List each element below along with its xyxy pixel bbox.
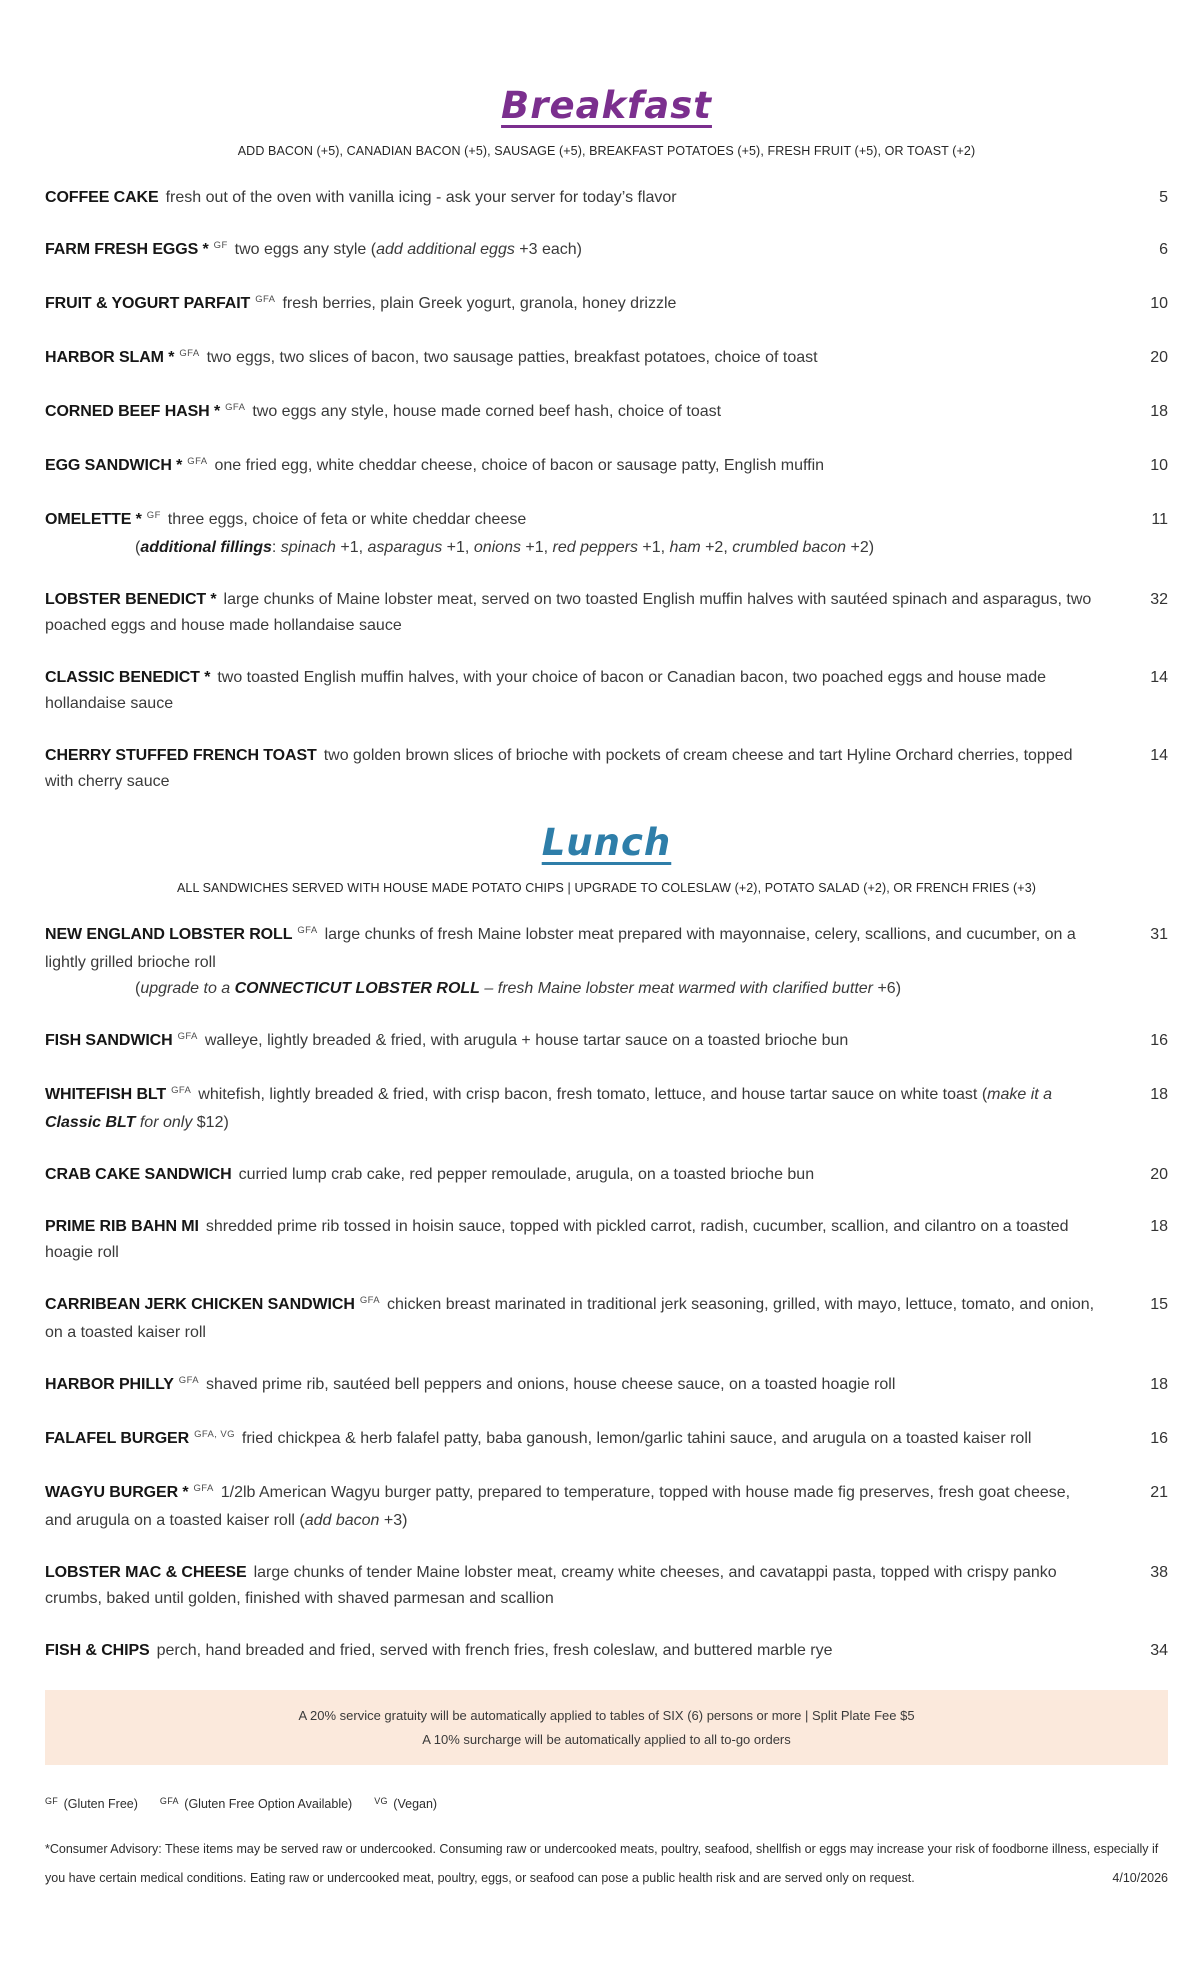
text-segment: +2) bbox=[846, 539, 875, 556]
lunch-title: Lunch bbox=[541, 821, 672, 864]
item-dietary-tag: GFA bbox=[178, 1375, 200, 1386]
item-price: 16 bbox=[1150, 1032, 1168, 1049]
text-segment: perch, hand breaded and fried, served with french fries, fresh coleslaw, and buttered marble rye bbox=[156, 1642, 833, 1659]
item-note bbox=[135, 535, 1100, 561]
text-segment: crumbled bacon bbox=[732, 539, 847, 556]
menu-item bbox=[45, 1082, 1168, 1136]
menu-item bbox=[45, 185, 1168, 211]
item-dietary-tag: GFA bbox=[179, 348, 200, 359]
text-segment: spinach bbox=[280, 539, 336, 556]
menu-item bbox=[45, 1426, 1168, 1454]
text-segment: +3 each) bbox=[514, 241, 582, 258]
text-segment: ( bbox=[135, 539, 141, 556]
item-description bbox=[215, 457, 825, 474]
menu-item bbox=[45, 507, 1168, 561]
text-segment: fresh out of the oven with vanilla icing - ask your server for today’s flavor bbox=[165, 189, 677, 206]
legend-entry: $^{GFA}$ (Gluten Free Option Available) bbox=[159, 1796, 353, 1811]
consumer-advisory bbox=[45, 1835, 1168, 1893]
item-price: 5 bbox=[1159, 189, 1168, 206]
text-segment: for only bbox=[135, 1114, 193, 1131]
menu-date: 4/10/2026 bbox=[1112, 1871, 1168, 1885]
item-price: 14 bbox=[1150, 747, 1168, 764]
text-segment: 1/2lb American Wagyu burger patty, prepared to temperature, topped with house made fig preserves, fresh goat cheese, and arugula on a toasted kaiser roll ( bbox=[45, 1484, 1071, 1529]
item-dietary-tag: GF bbox=[146, 510, 161, 521]
item-description bbox=[207, 349, 818, 366]
text-segment: ham bbox=[669, 539, 701, 556]
item-description bbox=[205, 1032, 849, 1049]
item-name: CLASSIC BENEDICT * bbox=[45, 669, 211, 686]
text-segment: two eggs, two slices of bacon, two sausage patties, breakfast potatoes, choice of toast bbox=[206, 349, 818, 366]
text-segment: +3) bbox=[379, 1512, 408, 1529]
menu-item bbox=[45, 1292, 1168, 1346]
text-segment: +1, bbox=[442, 539, 474, 556]
item-price: 18 bbox=[1150, 403, 1168, 420]
text-segment: : bbox=[271, 539, 281, 556]
item-description bbox=[206, 1376, 895, 1393]
text-segment: +1, bbox=[335, 539, 368, 556]
dietary-legend bbox=[45, 1797, 1168, 1811]
item-name: HARBOR SLAM * bbox=[45, 349, 175, 366]
item-name: NEW ENGLAND LOBSTER ROLL bbox=[45, 926, 293, 943]
text-segment: red peppers bbox=[552, 539, 638, 556]
gratuity-line: A 20% service gratuity will be automatically applied to tables of SIX (6) persons or more | Split Plate Fee $5 bbox=[298, 1708, 915, 1723]
text-segment: +2, bbox=[700, 539, 733, 556]
lunch-addons-line: ALL SANDWICHES SERVED WITH HOUSE MADE POTATO CHIPS | UPGRADE TO COLESLAW (+2), POTATO SALAD (+2), OR FRENCH FRIES (+3) bbox=[176, 881, 1037, 895]
item-name: FRUIT & YOGURT PARFAIT bbox=[45, 295, 251, 312]
gratuity-notice-box bbox=[45, 1690, 1168, 1765]
item-dietary-tag: GFA bbox=[297, 925, 318, 936]
item-dietary-tag: GFA bbox=[359, 1295, 381, 1306]
item-price: 10 bbox=[1150, 457, 1168, 474]
item-name: HARBOR PHILLY bbox=[45, 1376, 174, 1393]
item-description bbox=[45, 1086, 1052, 1131]
text-segment: large chunks of tender Maine lobster meat, creamy white cheeses, and cavatappi pasta, topped with crispy panko crumbs, baked until golden, finished with shaved parmesan and scallion bbox=[45, 1564, 1057, 1607]
item-price: 31 bbox=[1150, 926, 1168, 943]
item-name: FALAFEL BURGER bbox=[45, 1430, 190, 1447]
item-dietary-tag: GFA bbox=[171, 1085, 192, 1096]
item-name: FISH & CHIPS bbox=[45, 1642, 150, 1659]
item-dietary-tag: GF bbox=[213, 240, 228, 251]
text-segment: three eggs, choice of feta or white cheddar cheese bbox=[167, 511, 527, 528]
item-name: WAGYU BURGER * bbox=[45, 1484, 189, 1501]
text-segment: +6) bbox=[873, 980, 902, 997]
text-segment: add additional eggs bbox=[376, 241, 515, 258]
text-segment: +1, bbox=[520, 539, 553, 556]
legend-tag: VG bbox=[374, 1796, 388, 1806]
item-name: COFFEE CAKE bbox=[45, 189, 159, 206]
item-name: CARRIBEAN JERK CHICKEN SANDWICH bbox=[45, 1296, 355, 1313]
consumer-advisory-text: *Consumer Advisory: These items may be served raw or undercooked. Consuming raw or undercooked meats, poultry, seafood, shellfish or eggs may increase your risk of foodborne illness, especially if you have certain medical conditions. Eating raw or undercooked meat, poultry, eggs, or seafood can pose a public health risk and are served only on request. bbox=[45, 1842, 1159, 1885]
menu-item bbox=[45, 237, 1168, 265]
menu-item bbox=[45, 587, 1168, 639]
section-breakfast bbox=[45, 84, 1168, 795]
text-segment: asparagus bbox=[367, 539, 443, 556]
menu-item bbox=[45, 1028, 1168, 1056]
menu-item bbox=[45, 345, 1168, 373]
item-name: FARM FRESH EGGS * bbox=[45, 241, 209, 258]
menu-item bbox=[45, 399, 1168, 427]
text-segment: two eggs any style ( bbox=[234, 241, 377, 258]
item-price: 10 bbox=[1150, 295, 1168, 312]
item-description bbox=[282, 295, 676, 312]
text-segment: add bacon bbox=[304, 1512, 380, 1529]
legend-tag: GFA bbox=[159, 1796, 179, 1806]
item-name: OMELETTE * bbox=[45, 511, 142, 528]
item-name: CRAB CAKE SANDWICH bbox=[45, 1166, 232, 1183]
item-name: PRIME RIB BAHN MI bbox=[45, 1218, 199, 1235]
surcharge-line: A 10% surcharge will be automatically applied to all to-go orders bbox=[422, 1732, 791, 1747]
text-segment: Classic BLT bbox=[45, 1114, 136, 1131]
item-price: 20 bbox=[1150, 1166, 1168, 1183]
item-description bbox=[157, 1642, 833, 1659]
text-segment: one fried egg, white cheddar cheese, choice of bacon or sausage patty, English muffin bbox=[214, 457, 825, 474]
item-description bbox=[252, 403, 721, 420]
menu-item bbox=[45, 291, 1168, 319]
item-price: 18 bbox=[1150, 1376, 1168, 1393]
text-segment: onions bbox=[473, 539, 521, 556]
legend-entry: $^{VG}$ (Vegan) bbox=[374, 1796, 438, 1811]
text-segment: shredded prime rib tossed in hoisin sauce, topped with pickled carrot, radish, cucumber, scallion, and cilantro on a toasted hoagie roll bbox=[45, 1218, 1069, 1261]
text-segment: $12) bbox=[192, 1114, 229, 1131]
text-segment: fresh berries, plain Greek yogurt, granola, honey drizzle bbox=[282, 295, 677, 312]
text-segment: chicken breast marinated in traditional jerk seasoning, grilled, with mayo, lettuce, tomato, and onion, on a toasted kaiser roll bbox=[45, 1296, 1095, 1341]
item-price: 18 bbox=[1150, 1218, 1168, 1235]
text-segment: – fresh Maine lobster meat warmed with clarified butter bbox=[479, 980, 874, 997]
item-name: WHITEFISH BLT bbox=[45, 1086, 167, 1103]
item-price: 32 bbox=[1150, 591, 1168, 608]
item-description bbox=[239, 1166, 814, 1183]
menu-item bbox=[45, 922, 1168, 1002]
item-dietary-tag: GFA bbox=[187, 456, 208, 467]
text-segment: +1, bbox=[637, 539, 670, 556]
menu-item bbox=[45, 665, 1168, 717]
text-segment: two golden brown slices of brioche with pockets of cream cheese and tart Hyline Orchard cherries, topped with cherry sauce bbox=[45, 747, 1073, 790]
menu-item bbox=[45, 743, 1168, 795]
text-segment: large chunks of Maine lobster meat, served on two toasted English muffin halves with sautéed spinach and asparagus, two poached eggs and house made hollandaise sauce bbox=[45, 591, 1092, 634]
item-note bbox=[135, 976, 1100, 1002]
text-segment: shaved prime rib, sautéed bell peppers and onions, house cheese sauce, on a toasted hoagie roll bbox=[206, 1376, 896, 1393]
breakfast-title: Breakfast bbox=[501, 84, 712, 127]
menu-item bbox=[45, 1372, 1168, 1400]
item-name: CHERRY STUFFED FRENCH TOAST bbox=[45, 747, 317, 764]
item-name: LOBSTER MAC & CHEESE bbox=[45, 1564, 247, 1581]
text-segment: large chunks of fresh Maine lobster meat prepared with mayonnaise, celery, scallions, and cucumber, on a lightly grilled brioche roll bbox=[45, 926, 1076, 971]
text-segment: curried lump crab cake, red pepper remoulade, arugula, on a toasted brioche bun bbox=[238, 1166, 815, 1183]
item-dietary-tag: GFA, VG bbox=[194, 1429, 235, 1440]
item-dietary-tag: GFA bbox=[225, 402, 246, 413]
item-name: CORNED BEEF HASH * bbox=[45, 403, 221, 420]
item-dietary-tag: GFA bbox=[193, 1483, 214, 1494]
menu-item bbox=[45, 453, 1168, 481]
menu-item bbox=[45, 1560, 1168, 1612]
item-price: 14 bbox=[1150, 669, 1168, 686]
item-price: 15 bbox=[1150, 1296, 1168, 1313]
text-segment: fried chickpea & herb falafel patty, baba ganoush, lemon/garlic tahini sauce, and arugula on a toasted kaiser roll bbox=[241, 1430, 1032, 1447]
breakfast-items bbox=[45, 185, 1168, 795]
legend-tag: GF bbox=[45, 1796, 59, 1806]
item-price: 38 bbox=[1150, 1564, 1168, 1581]
menu-item bbox=[45, 1214, 1168, 1266]
text-segment: whitefish, lightly breaded & fried, with crisp bacon, fresh tomato, lettuce, and house tartar sauce on white toast ( bbox=[198, 1086, 988, 1103]
text-segment: walleye, lightly breaded & fried, with arugula + house tartar sauce on a toasted brioche bun bbox=[204, 1032, 849, 1049]
text-segment: two eggs any style, house made corned beef hash, choice of toast bbox=[252, 403, 722, 420]
section-lunch bbox=[45, 821, 1168, 1664]
text-segment: make it a bbox=[987, 1086, 1053, 1103]
item-price: 34 bbox=[1150, 1642, 1168, 1659]
item-description bbox=[168, 511, 526, 528]
item-price: 11 bbox=[1151, 511, 1168, 528]
item-price: 20 bbox=[1150, 349, 1168, 366]
text-segment: ( bbox=[135, 980, 141, 997]
item-description bbox=[242, 1430, 1032, 1447]
breakfast-addons-line: ADD BACON (+5), CANADIAN BACON (+5), SAUSAGE (+5), BREAKFAST POTATOES (+5), FRESH FRUIT (+5), OR TOAST (+2) bbox=[237, 144, 976, 158]
menu-item bbox=[45, 1638, 1168, 1664]
item-dietary-tag: GFA bbox=[177, 1031, 198, 1042]
item-description bbox=[235, 241, 582, 258]
item-price: 6 bbox=[1159, 241, 1168, 258]
text-segment: additional fillings bbox=[140, 539, 272, 556]
item-name: EGG SANDWICH * bbox=[45, 457, 183, 474]
item-price: 21 bbox=[1150, 1484, 1168, 1501]
item-name: LOBSTER BENEDICT * bbox=[45, 591, 217, 608]
menu-item bbox=[45, 1162, 1168, 1188]
item-name: FISH SANDWICH bbox=[45, 1032, 173, 1049]
item-description bbox=[166, 189, 677, 206]
item-dietary-tag: GFA bbox=[255, 294, 276, 305]
text-segment: upgrade to a bbox=[140, 980, 235, 997]
menu-item bbox=[45, 1480, 1168, 1534]
item-price: 16 bbox=[1150, 1430, 1168, 1447]
text-segment: CONNECTICUT LOBSTER ROLL bbox=[234, 980, 480, 997]
text-segment: two toasted English muffin halves, with your choice of bacon or Canadian bacon, two poached eggs and house made hollandaise sauce bbox=[45, 669, 1047, 712]
item-price: 18 bbox=[1150, 1086, 1168, 1103]
lunch-items bbox=[45, 922, 1168, 1664]
legend-entry: $^{GF}$ (Gluten Free) bbox=[45, 1796, 138, 1811]
